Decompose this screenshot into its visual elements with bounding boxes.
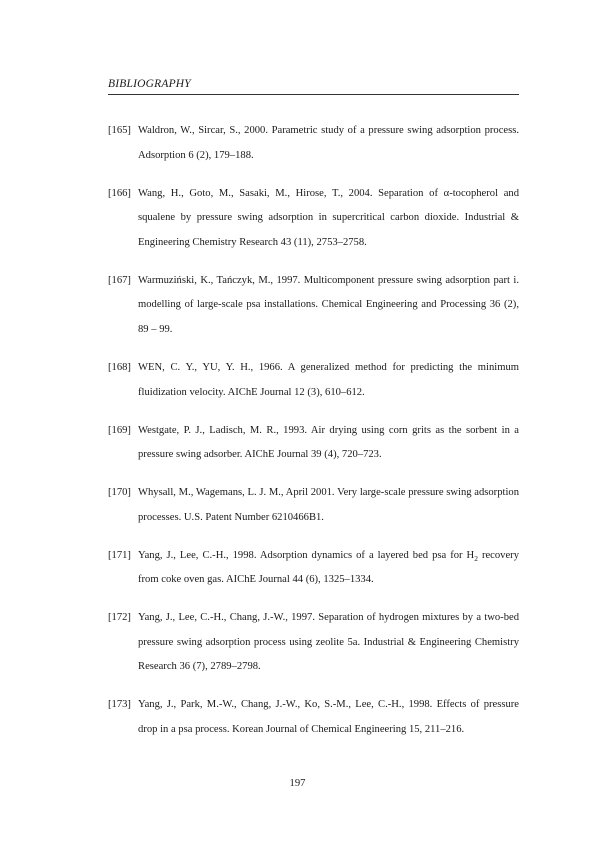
reference-text: Waldron, W., Sircar, S., 2000. Parametric study of a pressure swing adsorption process. Adsorption 6 (2), 179–188. xyxy=(138,125,519,161)
reference-item xyxy=(108,356,519,405)
reference-item xyxy=(108,544,519,593)
reference-text-part: recovery from coke oven gas. AIChE Journal 44 (6), 1325–1334. xyxy=(138,549,519,586)
reference-number: [170] xyxy=(108,487,131,499)
reference-number: [171] xyxy=(108,549,131,561)
reference-item xyxy=(108,119,519,168)
reference-item xyxy=(108,182,519,256)
reference-text: Westgate, P. J., Ladisch, M. R., 1993. Air drying using corn grits as the sorbent in a pressure swing adsorber. AIChE Journal 39 (4), 720–723. xyxy=(138,424,519,461)
reference-text xyxy=(138,544,519,593)
reference-item xyxy=(108,606,519,680)
reference-number: [169] xyxy=(108,424,131,436)
subscript-two: 2 xyxy=(474,553,478,563)
reference-number: [167] xyxy=(108,274,131,286)
reference-number: [173] xyxy=(108,699,131,711)
header-title: BIBLIOGRAPHY xyxy=(108,78,191,90)
reference-item xyxy=(108,269,519,343)
reference-list xyxy=(108,119,519,756)
reference-text: Whysall, M., Wagemans, L. J. M., April 2001. Very large-scale pressure swing adsorption processes. U.S. Patent Number 6210466B1. xyxy=(138,487,519,523)
reference-number: [172] xyxy=(108,612,131,624)
reference-number: [165] xyxy=(108,125,131,136)
reference-number: [166] xyxy=(108,187,131,199)
reference-text: Wang, H., Goto, M., Sasaki, M., Hirose, T., 2004. Separation of α-tocopherol and squalene by pressure swing adsorption in supercritical carbon dioxide. Industrial & Engineering Chemistry Research 43 (11), 2753–2758. xyxy=(138,187,519,248)
reference-text: WEN, C. Y., YU, Y. H., 1966. A generalized method for predicting the minimum fluidization velocity. AIChE Journal 12 (3), 610–612. xyxy=(138,361,519,398)
reference-item xyxy=(108,419,519,468)
reference-text: Yang, J., Park, M.-W., Chang, J.-W., Ko, S.-M., Lee, C.-H., 1998. Effects of pressure drop in a psa process. Korean Journal of Chemical Engineering 15, 211–216. xyxy=(138,699,519,735)
running-header xyxy=(108,78,519,95)
reference-text: Yang, J., Lee, C.-H., Chang, J.-W., 1997. Separation of hydrogen mixtures by a two-bed pressure swing adsorption process using zeolite 5a. Industrial & Engineering Chemistry Research 36 (7), 2789–2798. xyxy=(138,612,519,673)
page-number: 197 xyxy=(289,778,306,789)
reference-item xyxy=(108,693,519,742)
reference-number: [168] xyxy=(108,361,131,373)
reference-text: Warmuziński, K., Tańczyk, M., 1997. Multicomponent pressure swing adsorption part i. modelling of large-scale psa installations. Chemical Engineering and Processing 36 (2), 89 – 99. xyxy=(138,274,519,335)
reference-text-part: Yang, J., Lee, C.-H., 1998. Adsorption dynamics of a layered bed psa for H xyxy=(138,549,475,561)
reference-item xyxy=(108,481,519,530)
